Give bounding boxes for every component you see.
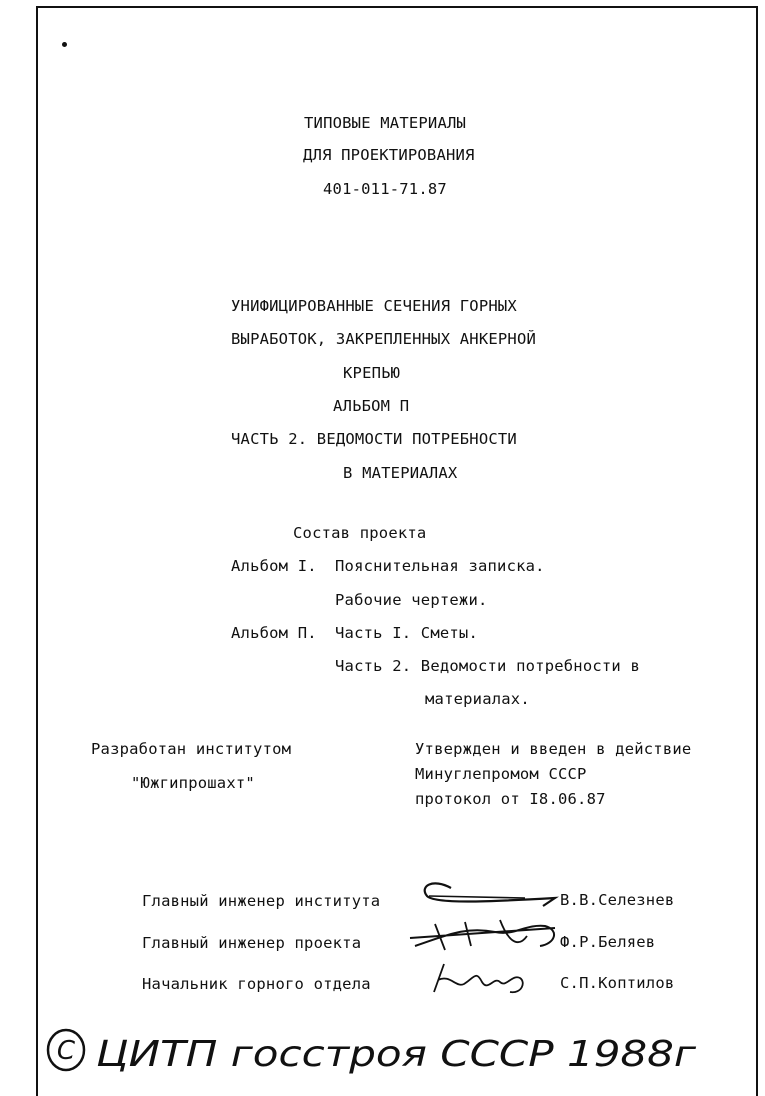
- developer-line-1: Разработан институтом: [91, 740, 292, 758]
- approval-line-2: Минуглепромом СССР: [415, 765, 587, 783]
- header-line-1: ТИПОВЫЕ МАТЕРИАЛЫ: [304, 114, 467, 132]
- copyright-text: ЦИТП госстроя СССР 1988г: [96, 1034, 698, 1075]
- title-line-1: УНИФИЦИРОВАННЫЕ СЕЧЕНИЯ ГОРНЫХ: [231, 297, 517, 315]
- signature-name-2: Ф.Р.Беляев: [560, 933, 656, 951]
- title-line-6: В МАТЕРИАЛАХ: [343, 464, 458, 482]
- copyright-handwritten-note: [44, 1022, 724, 1082]
- page-frame-left: [36, 6, 38, 1096]
- album2-part-2-line-1: Часть 2. Ведомости потребности в: [335, 657, 641, 675]
- signature-mark-3: [430, 958, 540, 998]
- signature-name-3: С.П.Коптилов: [560, 974, 675, 992]
- signature-role-3: Начальник горного отдела: [142, 975, 371, 993]
- header-line-2: ДЛЯ ПРОЕКТИРОВАНИЯ: [303, 146, 475, 164]
- approval-line-1: Утвержден и введен в действие: [415, 740, 692, 758]
- album1-item-2: Рабочие чертежи.: [335, 591, 488, 609]
- title-line-5: ЧАСТЬ 2. ВЕДОМОСТИ ПОТРЕБНОСТИ: [231, 430, 517, 448]
- punch-dot: [62, 42, 67, 47]
- album1-item-1: Пояснительная записка.: [335, 557, 545, 575]
- album1-label: Альбом I.: [231, 557, 317, 575]
- signature-role-1: Главный инженер института: [142, 892, 381, 910]
- copyright-symbol: С: [56, 1036, 76, 1066]
- document-code: 401-011-71.87: [323, 180, 447, 198]
- approval-line-3: протокол от I8.06.87: [415, 790, 606, 808]
- album2-part-1: Часть I. Сметы.: [335, 624, 478, 642]
- signature-name-1: В.В.Селезнев: [560, 891, 675, 909]
- developer-institute: "Южгипрошахт": [131, 774, 255, 792]
- album2-label: Альбом П.: [231, 624, 317, 642]
- signature-mark-2: [405, 916, 565, 956]
- signature-mark-1: [415, 876, 565, 910]
- album2-part-2-line-2: материалах.: [425, 690, 530, 708]
- title-line-2: ВЫРАБОТОК, ЗАКРЕПЛЕННЫХ АНКЕРНОЙ: [231, 330, 537, 348]
- signature-role-2: Главный инженер проекта: [142, 934, 362, 952]
- page-frame-top: [36, 6, 758, 8]
- page-frame-right: [756, 6, 758, 1096]
- title-line-3: КРЕПЬЮ: [343, 364, 401, 382]
- title-line-4: АЛЬБОМ П: [333, 397, 410, 415]
- composition-heading: Состав проекта: [293, 524, 427, 542]
